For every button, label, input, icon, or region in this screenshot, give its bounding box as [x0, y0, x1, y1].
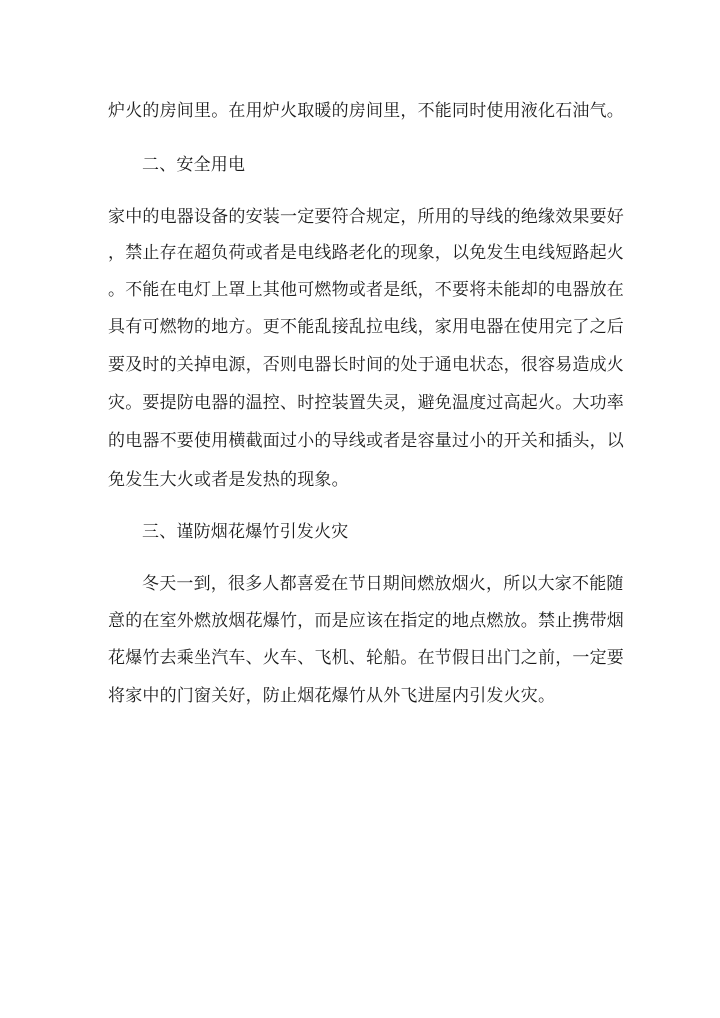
section-heading-fireworks: 三、谨防烟花爆竹引发火灾 [142, 522, 349, 542]
paragraph-line: 意的在室外燃放烟花爆竹，而是应该在指定的地点燃放。禁止携带烟 [108, 611, 624, 631]
paragraph-line: 的电器不要使用横截面过小的导线或者是容量过小的开关和插头，以 [108, 431, 624, 451]
paragraph-line: 免发生大火或者是发热的现象。 [108, 470, 349, 490]
paragraph-line: ，禁止存在超负荷或者是电线路老化的现象，以免发生电线短路起火 [108, 243, 624, 263]
paragraph-line: 冬天一到，很多人都喜爱在节日期间燃放烟火，所以大家不能随 [142, 574, 624, 594]
paragraph-line: 。不能在电灯上罩上其他可燃物或者是纸，不要将未能却的电器放在 [108, 280, 624, 300]
paragraph-line: 家中的电器设备的安装一定要符合规定，所用的导线的绝缘效果要好 [108, 207, 624, 227]
paragraph-line: 炉火的房间里。在用炉火取暖的房间里，不能同时使用液化石油气。 [108, 101, 624, 121]
paragraph-line: 灾。要提防电器的温控、时控装置失灵，避免温度过高起火。大功率 [108, 393, 624, 413]
paragraph-line: 花爆竹去乘坐汽车、火车、飞机、轮船。在节假日出门之前，一定要 [108, 648, 624, 668]
paragraph-line: 将家中的门窗关好，防止烟花爆竹从外飞进屋内引发火灾。 [108, 686, 556, 706]
paragraph-line: 具有可燃物的地方。更不能乱接乱拉电线，家用电器在使用完了之后 [108, 317, 624, 337]
section-heading-safe-electricity: 二、安全用电 [142, 155, 246, 175]
paragraph-line: 要及时的关掉电源，否则电器长时间的处于通电状态，很容易造成火 [108, 355, 624, 375]
